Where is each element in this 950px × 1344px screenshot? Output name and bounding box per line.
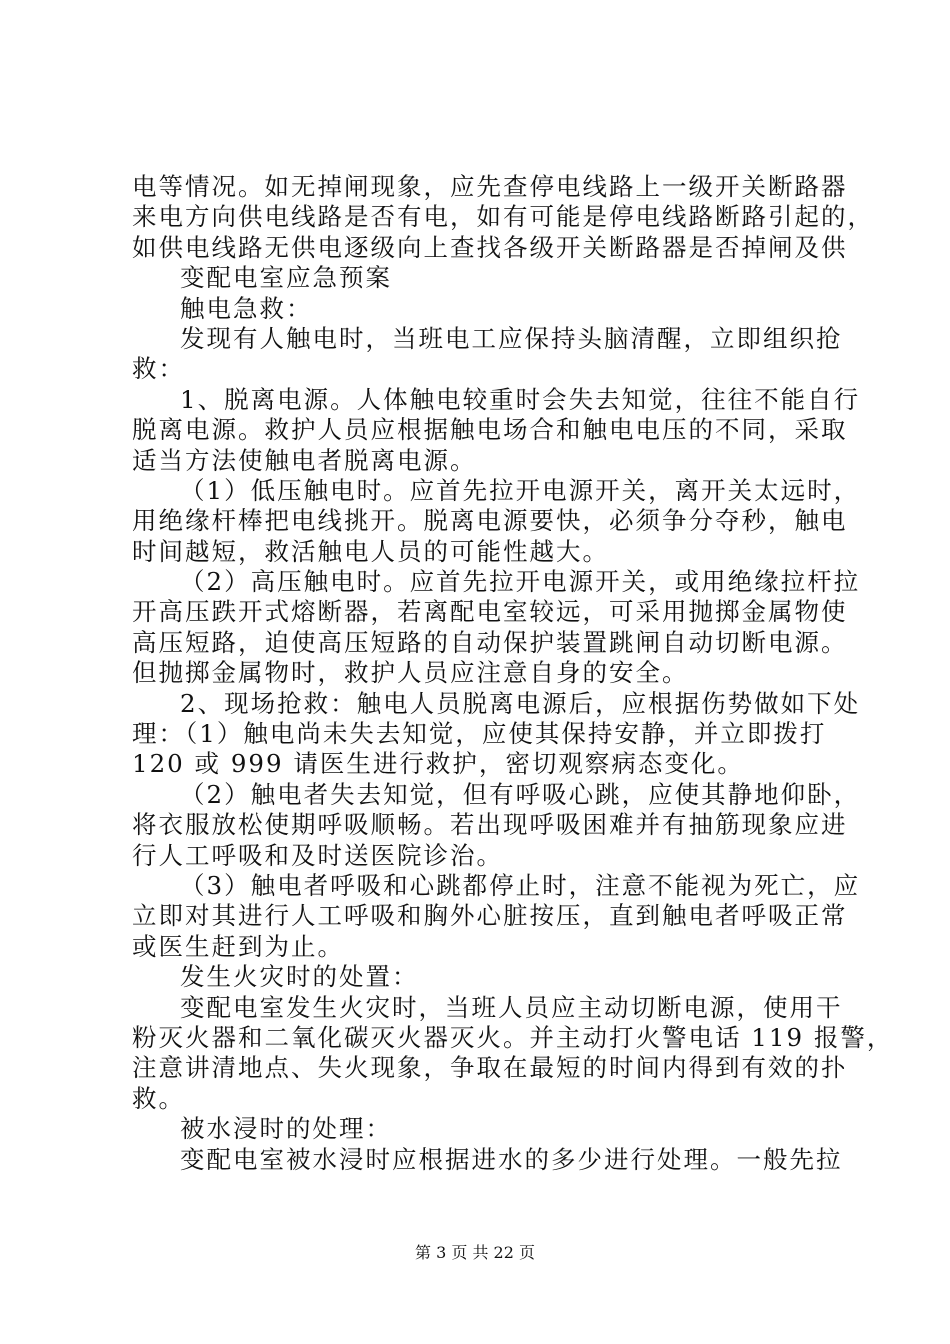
text-line: （3）触电者呼吸和心跳都停止时，注意不能视为死亡，应 xyxy=(180,870,861,900)
text-line: 高压短路，迫使高压短路的自动保护装置跳闸自动切断电源。 xyxy=(132,627,848,657)
page-footer: 第 3 页 共 22 页 xyxy=(415,1243,535,1262)
text-line: 发生火灾时的处置： xyxy=(180,962,419,992)
text-line: 变配电室发生火灾时，当班人员应主动切断电源，使用干 xyxy=(180,992,843,1022)
text-line: 适当方法使触电者脱离电源。 xyxy=(132,445,477,475)
text-line: 1、脱离电源。人体触电较重时会失去知觉，往往不能自行 xyxy=(180,384,861,414)
text-line: （2）触电者失去知觉，但有呼吸心跳，应使其静地仰卧， xyxy=(180,779,861,809)
text-line: 电等情况。如无掉闸现象，应先查停电线路上一级开关断路器 xyxy=(132,172,848,201)
text-line: 救。 xyxy=(132,1083,185,1113)
text-line: （2）高压触电时。应首先拉开电源开关，或用绝缘拉杆拉 xyxy=(180,567,861,597)
text-line: 时间越短，救活触电人员的可能性越大。 xyxy=(132,536,609,566)
text-line: 脱离电源。救护人员应根据触电场合和触电电压的不同，采取 xyxy=(132,415,848,445)
text-line: 发现有人触电时，当班电工应保持头脑清醒，立即组织抢 xyxy=(180,323,843,353)
text-line: 被水浸时的处理： xyxy=(180,1114,392,1144)
text-line: 注意讲清地点、失火现象，争取在最短的时间内得到有效的扑 xyxy=(132,1053,848,1083)
text-line: （1）低压触电时。应首先拉开电源开关，离开关太远时， xyxy=(180,475,861,505)
text-line: 来电方向供电线路是否有电，如有可能是停电线路断路引起的， xyxy=(132,202,874,232)
text-line: 或医生赶到为止。 xyxy=(132,931,344,961)
text-line: 行人工呼吸和及时送医院诊治。 xyxy=(132,840,503,870)
text-line: 如供电线路无供电逐级向上查找各级开关断路器是否掉闸及供 xyxy=(132,232,848,262)
text-line: 变配电室应急预案 xyxy=(180,263,392,293)
text-line: 理：（1）触电尚未失去知觉，应使其保持安静，并立即拨打 xyxy=(132,719,827,749)
text-line: 2、现场抢救：触电人员脱离电源后，应根据伤势做如下处 xyxy=(180,688,861,718)
text-line: 救： xyxy=(132,354,185,384)
text-line: 但抛掷金属物时，救护人员应注意自身的安全。 xyxy=(132,658,689,688)
text-line: 变配电室被水浸时应根据进水的多少进行处理。一般先拉 xyxy=(180,1144,843,1174)
text-line: 开高压跌开式熔断器，若离配电室较远，可采用抛掷金属物使 xyxy=(132,597,848,627)
text-line: 120 或 999 请医生进行救护，密切观察病态变化。 xyxy=(132,749,744,779)
document-body xyxy=(132,172,894,1175)
text-line: 触电急救： xyxy=(180,293,313,323)
text-line: 将衣服放松使期呼吸顺畅。若出现呼吸困难并有抽筋现象应进 xyxy=(132,810,848,840)
text-line: 粉灭火器和二氧化碳灭火器灭火。并主动打火警电话 119 报警， xyxy=(132,1022,894,1052)
text-line: 立即对其进行人工呼吸和胸外心脏按压，直到触电者呼吸正常 xyxy=(132,901,848,931)
text-line: 用绝缘杆棒把电线挑开。脱离电源要快，必须争分夺秒，触电 xyxy=(132,506,848,536)
